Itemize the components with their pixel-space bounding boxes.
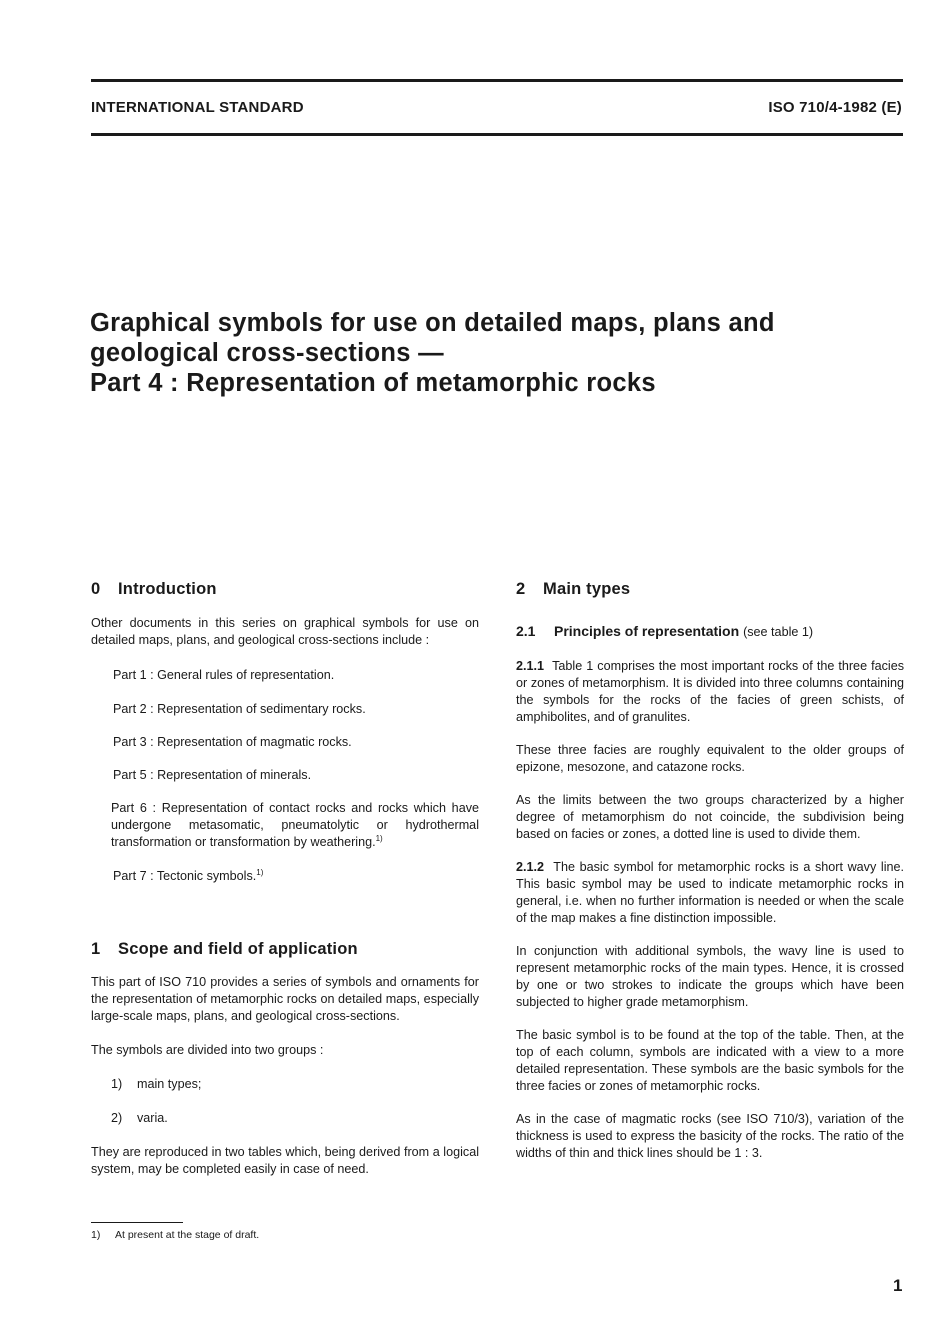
header-bottom-rule <box>91 133 903 136</box>
scope-paragraph: This part of ISO 710 provides a series of symbols and ornaments for the representation of metamorphic rocks on detailed maps, especially large-scale maps, plans, and geological cross-sections. <box>91 975 479 1023</box>
subsection-title: Principles of representation <box>554 623 740 639</box>
footnote-text: At present at the stage of draft. <box>115 1229 260 1241</box>
part-list-item-7 <box>91 868 479 885</box>
section-0-heading <box>91 578 479 600</box>
section-number: 1 <box>91 940 101 958</box>
groups-paragraph: The symbols are divided into two groups : <box>91 1043 324 1057</box>
section-number: 0 <box>91 580 101 598</box>
footnote-marker: 1) <box>375 834 383 843</box>
dotted-line-paragraph: As the limits between the two groups characterized by a higher degree of metamorphism do not coincide, the subdivision being based on facies or zones, a dotted line is used to divide them. <box>516 793 904 841</box>
footnote-number: 1) <box>91 1229 101 1241</box>
line-thickness-paragraph: As in the case of magmatic rocks (see ISO 710/3), variation of the thickness is used to express the basicity of the rocks. The ratio of the widths of thin and thick lines should be 1 : 3. <box>516 1112 904 1160</box>
group-list-item <box>91 1076 479 1093</box>
part-list-item-6 <box>91 800 479 851</box>
section-title: Scope and field of application <box>118 940 358 958</box>
facies-equivalence-paragraph: These three facies are roughly equivalent to the older groups of epizone, mesozone, and catazone rocks. <box>516 743 904 774</box>
clause-text: Table 1 comprises the most important rocks of the three facies or zones of metamorphism. It is divided into three columns containing the symbols for the rocks of the facies of green schists, of amphibolites, and of granulites. <box>516 659 905 724</box>
subsection-reference: (see table 1) <box>743 625 814 639</box>
list-number: 1) <box>111 1077 123 1091</box>
part-list-item: Part 5 : Representation of minerals. <box>113 768 312 782</box>
footnote-separator <box>91 1222 183 1223</box>
list-number: 2) <box>111 1111 123 1125</box>
clause-number: 2.1.2 <box>516 860 545 874</box>
document-title <box>90 308 890 398</box>
left-column <box>91 578 479 1178</box>
top-rule <box>91 79 903 82</box>
section-title: Main types <box>543 580 631 598</box>
clause-number: 2.1.1 <box>516 659 545 673</box>
wavy-line-paragraph: In conjunction with additional symbols, the wavy line is used to represent metamorphic rocks of the main types. Hence, it is crossed by one or two strokes to indicate the groups which have been subjected to higher grade metamorphism. <box>516 944 904 1009</box>
section-1-heading <box>91 938 479 960</box>
part-list-item: Part 3 : Representation of magmatic rocks. <box>113 735 352 749</box>
tables-paragraph: They are reproduced in two tables which, being derived from a logical system, may be completed easily in case of need. <box>91 1145 479 1176</box>
intro-paragraph: Other documents in this series on graphical symbols for use on detailed maps, plans, and geological cross-sections include : <box>91 616 479 647</box>
header-document-number: ISO 710/4-1982 (E) <box>768 99 902 116</box>
section-2-heading <box>516 578 904 600</box>
subsection-2-1-heading <box>516 622 904 641</box>
clause-text: The basic symbol for metamorphic rocks is a short wavy line. This basic symbol may be used to indicate metamorphic rocks in general, i.e. when no further information is needed or when the scale of the map makes a fine distinction impossible. <box>516 860 905 925</box>
title-line-3: Part 4 : Representation of metamorphic rocks <box>90 369 656 397</box>
right-column <box>516 578 904 1162</box>
clause-2-1-1 <box>516 658 904 726</box>
subsection-number: 2.1 <box>516 623 536 639</box>
section-number: 2 <box>516 580 526 598</box>
section-title: Introduction <box>118 580 217 598</box>
list-text: varia. <box>137 1111 168 1125</box>
part-7-text: Part 7 : Tectonic symbols. <box>113 869 257 883</box>
part-list-item: Part 2 : Representation of sedimentary rocks. <box>113 702 366 716</box>
part-list-item: Part 1 : General rules of representation. <box>113 668 335 682</box>
basic-symbol-paragraph: The basic symbol is to be found at the top of the table. Then, at the top of each column, symbols are indicated with a view to a more detailed representation. These symbols are the basic symbols for the three facies or zones of metamorphic rocks. <box>516 1028 904 1093</box>
list-text: main types; <box>137 1077 202 1091</box>
clause-2-1-2 <box>516 859 904 927</box>
page-number: 1 <box>893 1276 903 1295</box>
part-6-text: Part 6 : Representation of contact rocks and rocks which have undergone metasomatic, pneumatolytic or hydrothermal transformation or transformation by weathering. <box>111 801 479 849</box>
group-list-item <box>91 1110 479 1127</box>
header-standard-label: INTERNATIONAL STANDARD <box>91 99 304 116</box>
footnote <box>91 1229 259 1241</box>
title-line-2: geological cross-sections — <box>90 339 444 367</box>
footnote-marker: 1) <box>256 868 264 877</box>
title-line-1: Graphical symbols for use on detailed maps, plans and <box>90 309 775 337</box>
